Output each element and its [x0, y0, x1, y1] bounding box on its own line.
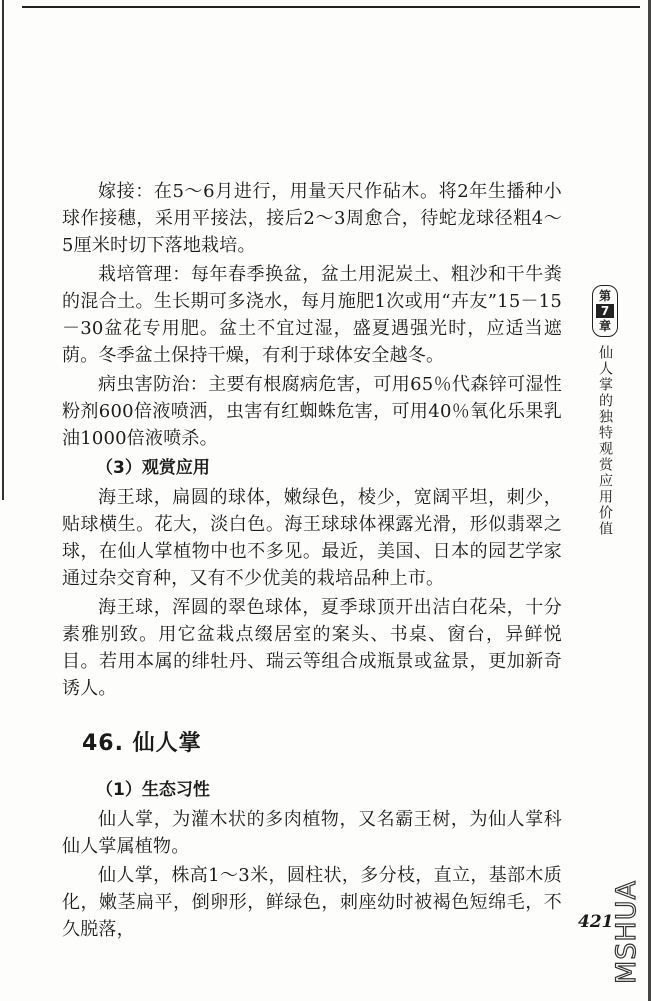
chapter-side-tab — [588, 285, 622, 537]
watermark: MSHUA — [611, 880, 642, 985]
paragraph-cultivation: 栽培管理：每年春季换盆，盆土用泥炭土、粗沙和干牛粪的混合土。生长期可多浇水，每月施肥1次或用“卉友”15－15－30盆花专用肥。盆土不宜过湿，盛夏遇强光时，应适当遮荫。冬季盆土保持干燥，有利于球体安全越冬。 — [62, 264, 562, 366]
chapter-suffix: 章 — [598, 319, 611, 333]
paragraph-pest-control: 病虫害防治：主要有根腐病危害，可用65％代森锌可湿性粉剂600倍液喷洒，虫害有红蜘蛛危害，可用40％氧化乐果乳油1000倍液喷杀。 — [62, 374, 562, 449]
chapter-badge — [592, 285, 618, 337]
subheading-ecology: （1）生态习性 — [96, 780, 210, 800]
section-title: 46. 仙人掌 — [82, 731, 202, 756]
chapter-prefix: 第 — [598, 289, 611, 303]
subheading-ornamental-use: （3）观赏应用 — [96, 458, 210, 478]
paragraph-ecology-2: 仙人掌，株高1～3米，圆柱状，多分枝，直立，基部木质化，嫩茎扁平，倒卵形，鲜绿色，刺座幼时被褐色短绵毛，不久脱落， — [62, 865, 562, 940]
paragraph-grafting: 嫁接：在5～6月进行，用量天尺作砧木。将2年生播种小球作接穗，采用平接法，接后2～3周愈合，待蛇龙球径粗4～5厘米时切下落地栽培。 — [62, 181, 562, 256]
page-number: 421 — [578, 912, 614, 932]
chapter-number: 7 — [596, 304, 614, 318]
chapter-title: 仙人掌的独特观赏应用价值 — [597, 345, 613, 537]
paragraph-ornamental-2: 海王球，浑圆的翠色球体，夏季球顶开出洁白花朵，十分素雅别致。用它盆栽点缀居室的案头、书桌、窗台，异鲜悦目。若用本属的绯牡丹、瑞云等组合成瓶景或盆景，更加新奇诱人。 — [62, 597, 562, 699]
binding-edge — [2, 0, 4, 500]
paragraph-ornamental-1: 海王球，扁圆的球体，嫩绿色，棱少，宽阔平坦，刺少，贴球横生。花大，淡白色。海王球球体裸露光滑，形似翡翠之球，在仙人掌植物中也不多见。最近，美国、日本的园艺学家通过杂交育种，又有不少优美的栽培品种上市。 — [62, 487, 562, 589]
paragraph-ecology-1: 仙人掌，为灌木状的多肉植物，又名霸王树，为仙人掌科仙人掌属植物。 — [62, 809, 562, 857]
page-body — [62, 178, 562, 945]
top-rule — [22, 6, 640, 8]
